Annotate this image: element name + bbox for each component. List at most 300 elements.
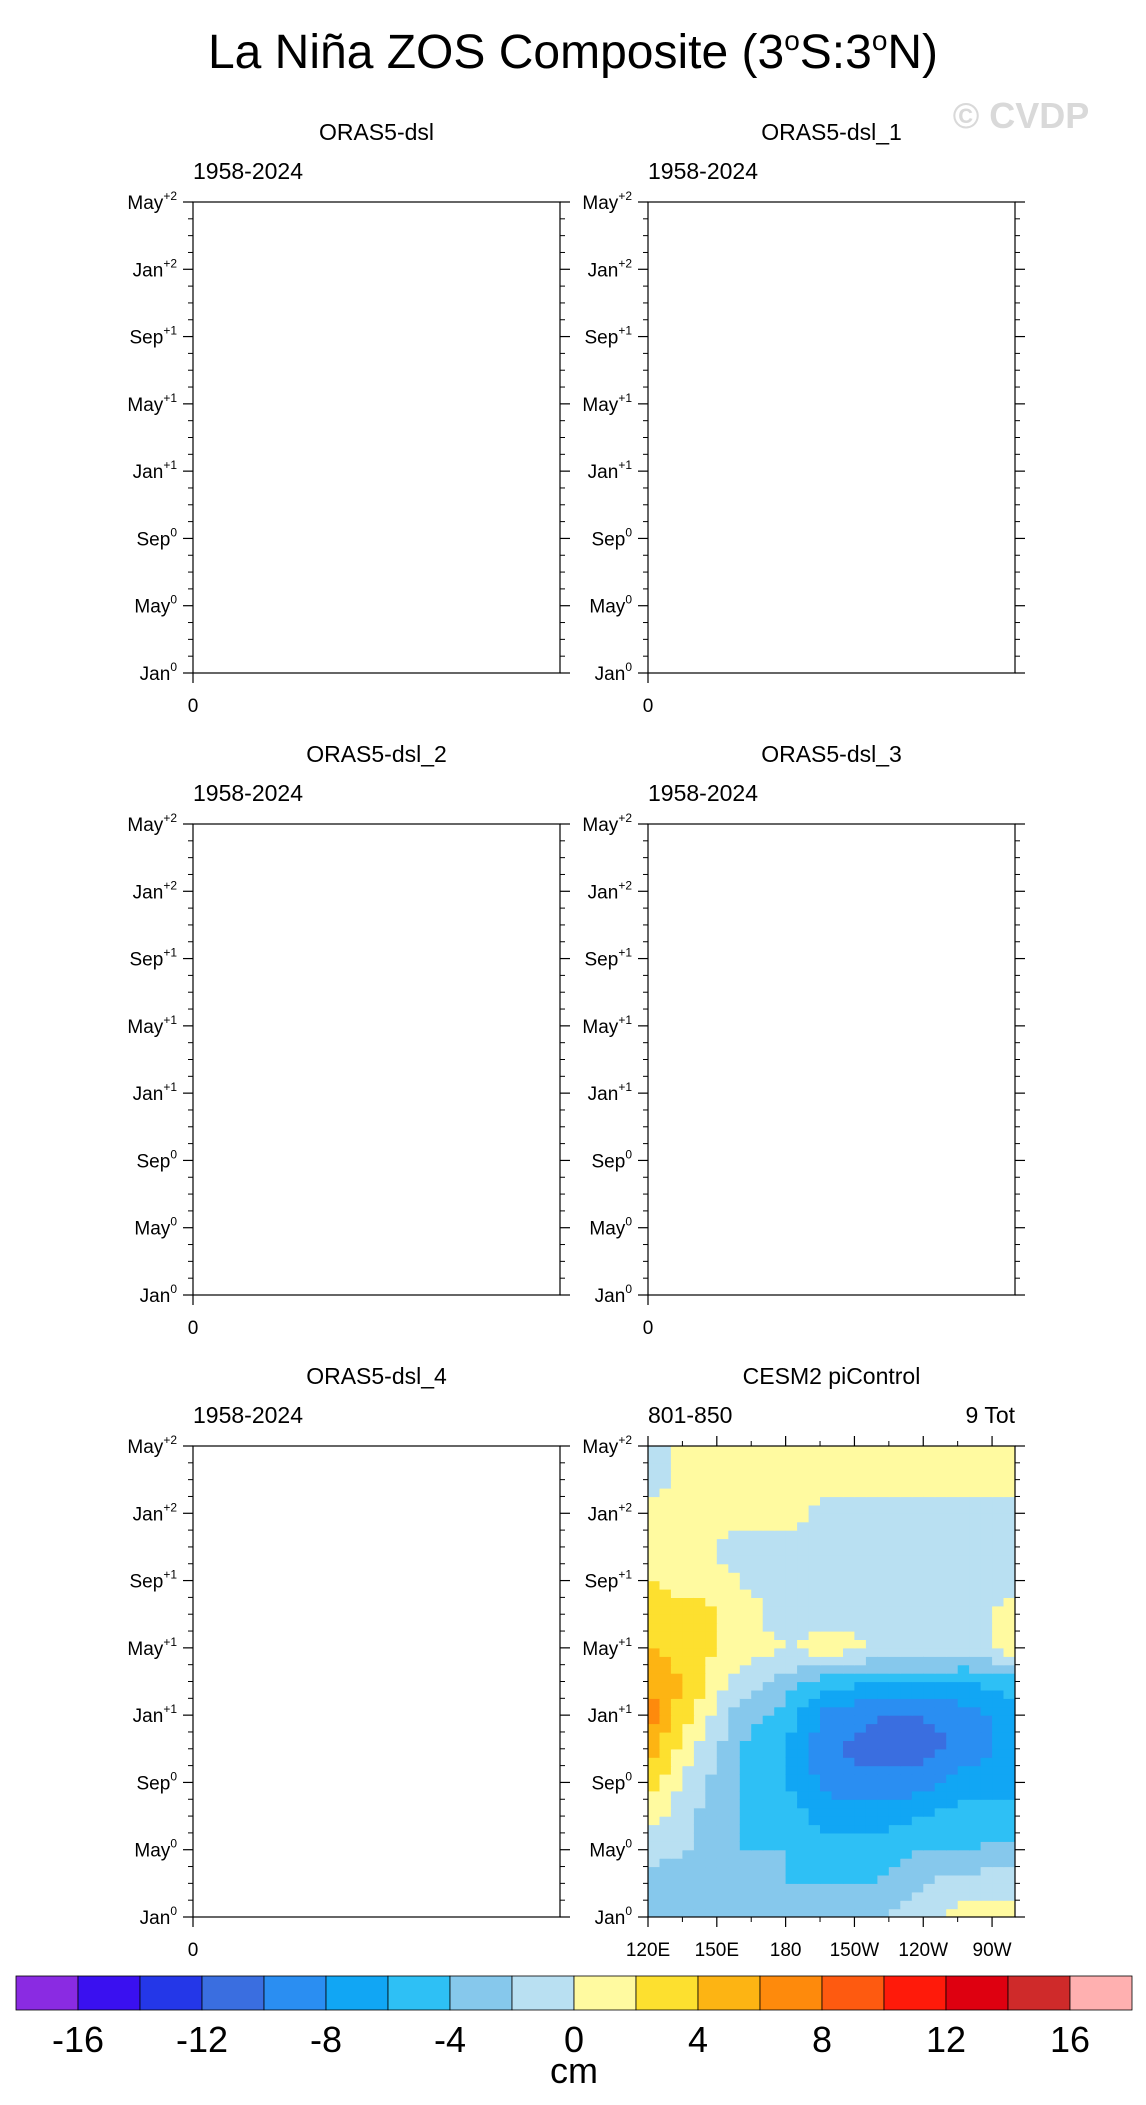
heatmap-cell — [832, 1909, 844, 1918]
heatmap-cell — [671, 1682, 683, 1691]
heatmap-cell — [969, 1816, 981, 1825]
heatmap-cell — [889, 1522, 901, 1531]
heatmap-cell — [912, 1564, 924, 1573]
heatmap-cell — [969, 1547, 981, 1556]
heatmap-cell — [717, 1497, 729, 1506]
heatmap-cell — [969, 1673, 981, 1682]
heatmap-cell — [912, 1841, 924, 1850]
heatmap-cell — [786, 1505, 798, 1514]
heatmap-cell — [923, 1597, 935, 1606]
heatmap-cell — [728, 1816, 740, 1825]
heatmap-cell — [923, 1766, 935, 1775]
heatmap-cell — [671, 1606, 683, 1615]
heatmap-cell — [705, 1505, 717, 1514]
heatmap-cell — [774, 1648, 786, 1657]
heatmap-cell — [981, 1715, 993, 1724]
heatmap-cell — [877, 1656, 889, 1665]
heatmap-cell — [843, 1488, 855, 1497]
panel-3 — [127, 741, 570, 1339]
heatmap-cell — [694, 1606, 706, 1615]
heatmap-cell — [889, 1488, 901, 1497]
heatmap-cell — [694, 1774, 706, 1783]
heatmap-cell — [923, 1682, 935, 1691]
heatmap-cell — [682, 1606, 694, 1615]
heatmap-cell — [717, 1808, 729, 1817]
heatmap-cell — [809, 1656, 821, 1665]
heatmap-cell — [682, 1883, 694, 1892]
heatmap-cell — [854, 1833, 866, 1842]
heatmap-cell — [946, 1631, 958, 1640]
heatmap-cell — [958, 1589, 970, 1598]
heatmap-cell — [1004, 1782, 1016, 1791]
heatmap-cell — [660, 1707, 672, 1716]
heatmap-cell — [912, 1867, 924, 1876]
heatmap-cell — [832, 1631, 844, 1640]
heatmap-cell — [705, 1480, 717, 1489]
heatmap-cell — [935, 1892, 947, 1901]
heatmap-cell — [660, 1446, 672, 1455]
colorbar-tick-label: -12 — [175, 2019, 229, 2060]
heatmap-cell — [1004, 1631, 1016, 1640]
heatmap-cell — [820, 1673, 832, 1682]
heatmap-cell — [751, 1606, 763, 1615]
heatmap-cell — [946, 1724, 958, 1733]
heatmap-cell — [660, 1740, 672, 1749]
heatmap-cell — [809, 1909, 821, 1918]
heatmap-cell — [751, 1690, 763, 1699]
heatmap-cell — [992, 1774, 1004, 1783]
heatmap-cell — [820, 1757, 832, 1766]
heatmap-cell — [843, 1732, 855, 1741]
y-tick-label: Sep$^0$ — [136, 1147, 177, 1173]
heatmap-cell — [740, 1816, 752, 1825]
heatmap-cell — [682, 1522, 694, 1531]
heatmap-cell — [958, 1749, 970, 1758]
heatmap-cell — [774, 1471, 786, 1480]
heatmap-cell — [866, 1715, 878, 1724]
heatmap-cell — [705, 1900, 717, 1909]
heatmap-cell — [843, 1446, 855, 1455]
heatmap-cell — [809, 1791, 821, 1800]
heatmap-cell — [682, 1875, 694, 1884]
heatmap-cell — [820, 1715, 832, 1724]
heatmap-cell — [820, 1808, 832, 1817]
heatmap-cell — [854, 1572, 866, 1581]
heatmap-cell — [797, 1799, 809, 1808]
heatmap-cell — [923, 1782, 935, 1791]
heatmap-cell — [740, 1698, 752, 1707]
heatmap-cell — [1004, 1513, 1016, 1522]
heatmap-cell — [728, 1732, 740, 1741]
heatmap-cell — [981, 1799, 993, 1808]
heatmap-cell — [1004, 1530, 1016, 1539]
heatmap-cell — [935, 1749, 947, 1758]
heatmap-cell — [740, 1454, 752, 1463]
heatmap-cell — [694, 1900, 706, 1909]
heatmap-cell — [889, 1799, 901, 1808]
heatmap-cell — [1004, 1463, 1016, 1472]
heatmap-cell — [946, 1623, 958, 1632]
heatmap-cell — [832, 1463, 844, 1472]
heatmap-cell — [935, 1682, 947, 1691]
heatmap-cell — [912, 1665, 924, 1674]
heatmap-cell — [958, 1766, 970, 1775]
heatmap-cell — [728, 1690, 740, 1699]
heatmap-cell — [728, 1757, 740, 1766]
heatmap-cell — [774, 1774, 786, 1783]
heatmap-cell — [786, 1892, 798, 1901]
heatmap-cell — [958, 1782, 970, 1791]
heatmap-cell — [958, 1833, 970, 1842]
heatmap-cell — [809, 1740, 821, 1749]
heatmap-cell — [705, 1589, 717, 1598]
heatmap-cell — [820, 1471, 832, 1480]
y-tick-label: Jan$^{+1}$ — [132, 1080, 177, 1106]
heatmap-cell — [809, 1766, 821, 1775]
heatmap-cell — [900, 1799, 912, 1808]
heatmap-cell — [866, 1572, 878, 1581]
heatmap-cell — [854, 1505, 866, 1514]
heatmap-cell — [694, 1513, 706, 1522]
heatmap-cell — [809, 1555, 821, 1564]
heatmap-cell — [774, 1505, 786, 1514]
heatmap-cell — [992, 1564, 1004, 1573]
heatmap-cell — [843, 1480, 855, 1489]
heatmap-cell — [912, 1606, 924, 1615]
heatmap-cell — [935, 1732, 947, 1741]
heatmap-cell — [981, 1555, 993, 1564]
heatmap-cell — [774, 1732, 786, 1741]
heatmap-cell — [728, 1740, 740, 1749]
heatmap-cell — [981, 1480, 993, 1489]
heatmap-cell — [946, 1656, 958, 1665]
heatmap-cell — [809, 1757, 821, 1766]
x-tick-label: 120W — [898, 1940, 949, 1961]
heatmap-cell — [705, 1631, 717, 1640]
heatmap-cell — [786, 1665, 798, 1674]
heatmap-cell — [877, 1909, 889, 1918]
heatmap-cell — [694, 1816, 706, 1825]
heatmap-cell — [900, 1740, 912, 1749]
heatmap-cell — [877, 1825, 889, 1834]
heatmap-cell — [1004, 1665, 1016, 1674]
heatmap-cell — [740, 1639, 752, 1648]
heatmap-cell — [843, 1513, 855, 1522]
heatmap-cell — [981, 1698, 993, 1707]
heatmap-cell — [866, 1555, 878, 1564]
colorbar-box — [264, 1976, 326, 2010]
heatmap-cell — [671, 1825, 683, 1834]
heatmap-cell — [740, 1900, 752, 1909]
heatmap-cell — [1004, 1539, 1016, 1548]
heatmap-cell — [717, 1799, 729, 1808]
heatmap-cell — [648, 1673, 660, 1682]
heatmap-cell — [648, 1883, 660, 1892]
heatmap-cell — [832, 1850, 844, 1859]
heatmap-cell — [786, 1774, 798, 1783]
heatmap-cell — [946, 1867, 958, 1876]
heatmap-cell — [854, 1539, 866, 1548]
heatmap-cell — [694, 1639, 706, 1648]
heatmap-cell — [694, 1471, 706, 1480]
heatmap-cell — [912, 1539, 924, 1548]
heatmap-cell — [958, 1665, 970, 1674]
heatmap-cell — [877, 1757, 889, 1766]
heatmap-cell — [728, 1614, 740, 1623]
heatmap-cell — [935, 1774, 947, 1783]
heatmap-cell — [820, 1623, 832, 1632]
heatmap-cell — [981, 1791, 993, 1800]
heatmap-cell — [763, 1648, 775, 1657]
heatmap-cell — [786, 1791, 798, 1800]
heatmap-cell — [946, 1564, 958, 1573]
heatmap-cell — [797, 1648, 809, 1657]
heatmap-cell — [832, 1682, 844, 1691]
heatmap-cell — [958, 1555, 970, 1564]
heatmap-cell — [740, 1732, 752, 1741]
heatmap-cell — [843, 1589, 855, 1598]
heatmap-cell — [763, 1867, 775, 1876]
heatmap-cell — [832, 1497, 844, 1506]
heatmap-cell — [648, 1572, 660, 1581]
heatmap-cell — [866, 1732, 878, 1741]
heatmap-cell — [912, 1656, 924, 1665]
heatmap-cell — [958, 1715, 970, 1724]
heatmap-cell — [728, 1799, 740, 1808]
heatmap-cell — [946, 1850, 958, 1859]
heatmap-cell — [877, 1858, 889, 1867]
heatmap-cell — [682, 1740, 694, 1749]
heatmap-cell — [671, 1581, 683, 1590]
heatmap-cell — [877, 1648, 889, 1657]
heatmap-cell — [682, 1471, 694, 1480]
heatmap-cell — [900, 1513, 912, 1522]
heatmap-cell — [923, 1656, 935, 1665]
heatmap-cell — [809, 1463, 821, 1472]
heatmap-cell — [705, 1446, 717, 1455]
heatmap-cell — [797, 1589, 809, 1598]
heatmap-cell — [705, 1698, 717, 1707]
heatmap-cell — [1004, 1522, 1016, 1531]
heatmap-cell — [854, 1774, 866, 1783]
heatmap-cell — [854, 1724, 866, 1733]
heatmap-cell — [866, 1589, 878, 1598]
heatmap-cell — [705, 1841, 717, 1850]
heatmap-cell — [705, 1597, 717, 1606]
heatmap-cell — [912, 1825, 924, 1834]
heatmap-cell — [832, 1799, 844, 1808]
y-tick-label: Jan$^{+2}$ — [587, 1500, 632, 1526]
heatmap-cell — [946, 1799, 958, 1808]
heatmap-cell — [923, 1867, 935, 1876]
heatmap-cell — [751, 1471, 763, 1480]
heatmap-cell — [981, 1471, 993, 1480]
heatmap-cell — [854, 1740, 866, 1749]
panel-grid — [127, 119, 1025, 1961]
heatmap-cell — [900, 1749, 912, 1758]
panel-title: ORAS5-dsl_3 — [761, 741, 902, 767]
heatmap-cell — [935, 1833, 947, 1842]
heatmap-cell — [900, 1791, 912, 1800]
heatmap-cell — [992, 1665, 1004, 1674]
colorbar-tick-label: -8 — [309, 2019, 343, 2060]
heatmap-cell — [981, 1909, 993, 1918]
heatmap-cell — [866, 1707, 878, 1716]
heatmap-cell — [763, 1707, 775, 1716]
heatmap-cell — [774, 1530, 786, 1539]
heatmap-cell — [797, 1791, 809, 1800]
heatmap-cell — [774, 1488, 786, 1497]
heatmap-cell — [958, 1539, 970, 1548]
heatmap-cell — [717, 1513, 729, 1522]
heatmap-cell — [751, 1707, 763, 1716]
heatmap-cell — [866, 1463, 878, 1472]
heatmap-cell — [854, 1656, 866, 1665]
heatmap-cell — [946, 1488, 958, 1497]
heatmap-cell — [751, 1639, 763, 1648]
heatmap-cell — [935, 1581, 947, 1590]
heatmap-cell — [969, 1665, 981, 1674]
heatmap-cell — [832, 1665, 844, 1674]
heatmap-cell — [843, 1648, 855, 1657]
heatmap-cell — [797, 1505, 809, 1514]
heatmap-cell — [648, 1724, 660, 1733]
heatmap-cell — [694, 1682, 706, 1691]
heatmap-cell — [843, 1749, 855, 1758]
heatmap-cell — [946, 1522, 958, 1531]
heatmap-cell — [877, 1497, 889, 1506]
heatmap-cell — [717, 1724, 729, 1733]
heatmap-cell — [877, 1547, 889, 1556]
heatmap-cell — [660, 1623, 672, 1632]
heatmap-cell — [705, 1791, 717, 1800]
heatmap-cell — [992, 1833, 1004, 1842]
heatmap-cell — [648, 1639, 660, 1648]
heatmap-cell — [660, 1782, 672, 1791]
heatmap-cell — [877, 1724, 889, 1733]
heatmap-cell — [717, 1639, 729, 1648]
heatmap-cell — [682, 1766, 694, 1775]
heatmap-cell — [809, 1639, 821, 1648]
heatmap-cell — [717, 1530, 729, 1539]
heatmap-cell — [648, 1539, 660, 1548]
heatmap-cell — [992, 1707, 1004, 1716]
heatmap-cell — [786, 1614, 798, 1623]
heatmap-cell — [969, 1766, 981, 1775]
heatmap-cell — [740, 1471, 752, 1480]
heatmap-cell — [866, 1665, 878, 1674]
heatmap-cell — [946, 1505, 958, 1514]
heatmap-cell — [889, 1816, 901, 1825]
heatmap-cell — [660, 1883, 672, 1892]
heatmap-cell — [751, 1825, 763, 1834]
heatmap-cell — [969, 1530, 981, 1539]
heatmap-cell — [763, 1799, 775, 1808]
heatmap-cell — [877, 1463, 889, 1472]
heatmap-cell — [694, 1631, 706, 1640]
heatmap-cell — [958, 1547, 970, 1556]
heatmap-cell — [832, 1883, 844, 1892]
heatmap-cell — [820, 1892, 832, 1901]
heatmap-cell — [969, 1581, 981, 1590]
heatmap-cell — [969, 1539, 981, 1548]
heatmap-cell — [832, 1454, 844, 1463]
heatmap-cell — [866, 1631, 878, 1640]
heatmap-cell — [832, 1639, 844, 1648]
heatmap-cell — [981, 1639, 993, 1648]
x-tick-label: 150W — [829, 1940, 880, 1961]
heatmap-cell — [854, 1690, 866, 1699]
heatmap-cell — [981, 1454, 993, 1463]
heatmap-cell — [786, 1623, 798, 1632]
heatmap-cell — [740, 1766, 752, 1775]
heatmap-cell — [682, 1749, 694, 1758]
heatmap-cell — [923, 1471, 935, 1480]
heatmap-cell — [832, 1513, 844, 1522]
heatmap-cell — [797, 1833, 809, 1842]
heatmap-cell — [728, 1463, 740, 1472]
heatmap-cell — [843, 1825, 855, 1834]
heatmap-cell — [751, 1740, 763, 1749]
heatmap-cell — [877, 1715, 889, 1724]
heatmap-cell — [763, 1715, 775, 1724]
heatmap-cell — [832, 1732, 844, 1741]
heatmap-cell — [912, 1463, 924, 1472]
heatmap-cell — [682, 1446, 694, 1455]
heatmap-cell — [763, 1698, 775, 1707]
heatmap-cell — [912, 1522, 924, 1531]
heatmap-cell — [854, 1631, 866, 1640]
heatmap-cell — [843, 1572, 855, 1581]
heatmap-cell — [820, 1530, 832, 1539]
heatmap-cell — [751, 1623, 763, 1632]
heatmap-cell — [774, 1631, 786, 1640]
heatmap-cell — [786, 1480, 798, 1489]
heatmap-cell — [912, 1690, 924, 1699]
heatmap-cell — [843, 1875, 855, 1884]
heatmap-cell — [889, 1757, 901, 1766]
heatmap-cell — [1004, 1766, 1016, 1775]
heatmap-cell — [992, 1816, 1004, 1825]
heatmap-cell — [648, 1446, 660, 1455]
y-tick-label: Sep$^0$ — [591, 1769, 632, 1795]
heatmap-cell — [740, 1799, 752, 1808]
heatmap-cell — [763, 1454, 775, 1463]
heatmap-cell — [660, 1454, 672, 1463]
heatmap-cell — [705, 1883, 717, 1892]
heatmap-cell — [797, 1883, 809, 1892]
heatmap-cell — [705, 1665, 717, 1674]
colorbar-box — [760, 1976, 822, 2010]
heatmap-cell — [740, 1656, 752, 1665]
heatmap-cell — [774, 1841, 786, 1850]
heatmap-cell — [660, 1572, 672, 1581]
heatmap-cell — [682, 1732, 694, 1741]
heatmap-cell — [923, 1749, 935, 1758]
heatmap-cell — [946, 1497, 958, 1506]
heatmap-cell — [958, 1883, 970, 1892]
heatmap-cell — [832, 1606, 844, 1615]
heatmap-cell — [866, 1446, 878, 1455]
heatmap-cell — [958, 1606, 970, 1615]
heatmap-cell — [992, 1656, 1004, 1665]
heatmap-cell — [809, 1690, 821, 1699]
heatmap-cell — [969, 1841, 981, 1850]
heatmap-cell — [694, 1782, 706, 1791]
heatmap-cell — [763, 1530, 775, 1539]
heatmap-cell — [660, 1530, 672, 1539]
heatmap-cell — [866, 1614, 878, 1623]
